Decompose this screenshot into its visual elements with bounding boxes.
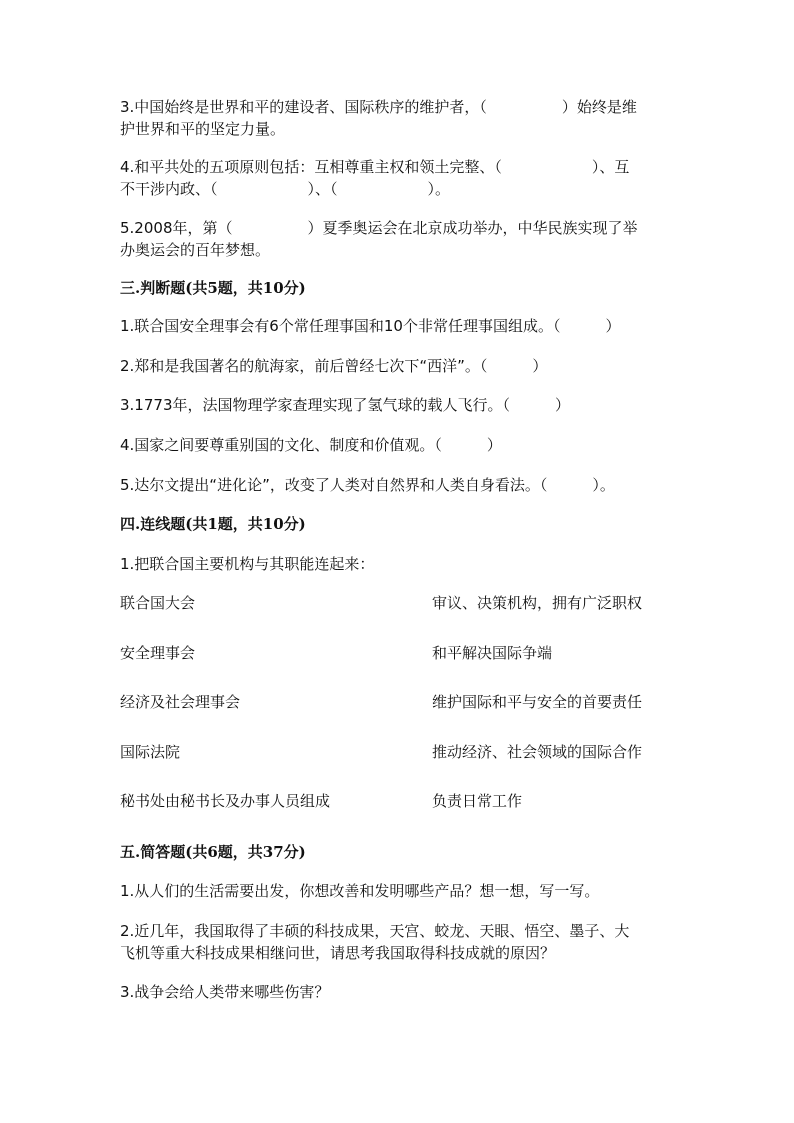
- match-prompt: 1.把联合国主要机构与其职能连起来：: [120, 555, 375, 573]
- short-q1: 1.从人们的生活需要出发，你想改善和发明哪些产品？想一想，写一写。: [120, 882, 600, 900]
- short-q3: 3.战争会给人类带来哪些伤害？: [120, 983, 330, 1001]
- match-right-4: 推动经济、社会领域的国际合作: [432, 743, 643, 761]
- short-q2-line2: 飞机等重大科技成果相继问世，请思考我国取得科技成就的原因？: [120, 944, 556, 962]
- section-heading-match: 四.连线题(共1题，共10分): [120, 515, 306, 533]
- match-left-3: 经济及社会理事会: [120, 693, 241, 711]
- judge-item-4: 4.国家之间要尊重别国的文化、制度和价值观。（ ）: [120, 436, 502, 454]
- section-heading-judge: 三.判断题(共5题，共10分): [120, 279, 306, 297]
- match-right-2: 和平解决国际争端: [432, 644, 553, 662]
- match-right-1: 审议、决策机构，拥有广泛职权: [432, 594, 643, 612]
- match-left-2: 安全理事会: [120, 644, 196, 662]
- match-left-4: 国际法院: [120, 743, 181, 761]
- judge-item-5: 5.达尔文提出“进化论”，改变了人类对自然界和人类自身看法。（ ）。: [120, 476, 615, 494]
- match-right-3: 维护国际和平与安全的首要责任: [432, 693, 643, 711]
- fill-q4-line2: 不干涉内政、（ ）、（ ）。: [120, 180, 451, 198]
- judge-item-2: 2.郑和是我国著名的航海家，前后曾经七次下“西洋”。（ ）: [120, 357, 548, 375]
- fill-q3-line2: 护世界和平的坚定力量。: [120, 120, 286, 138]
- fill-q5-line2: 办奥运会的百年梦想。: [120, 241, 271, 259]
- judge-item-1: 1.联合国安全理事会有6个常任理事国和10个非常任理事国组成。（ ）: [120, 317, 621, 335]
- section-heading-short: 五.简答题(共6题，共37分): [120, 843, 306, 861]
- short-q2-line1: 2.近几年，我国取得了丰硕的科技成果，天宫、蛟龙、天眼、悟空、墨子、大: [120, 922, 630, 940]
- fill-q3-line1: 3.中国始终是世界和平的建设者、国际秩序的维护者，（ ）始终是维: [120, 98, 637, 116]
- match-left-1: 联合国大会: [120, 594, 196, 612]
- fill-q5-line1: 5.2008年，第（ ）夏季奥运会在北京成功举办，中华民族实现了举: [120, 219, 638, 237]
- judge-item-3: 3.1773年，法国物理学家查理实现了氢气球的载人飞行。（ ）: [120, 396, 570, 414]
- match-left-5: 秘书处由秘书长及办事人员组成: [120, 792, 331, 810]
- fill-q4-line1: 4.和平共处的五项原则包括：互相尊重主权和领土完整、（ ）、互: [120, 158, 630, 176]
- match-right-5: 负责日常工作: [432, 792, 523, 810]
